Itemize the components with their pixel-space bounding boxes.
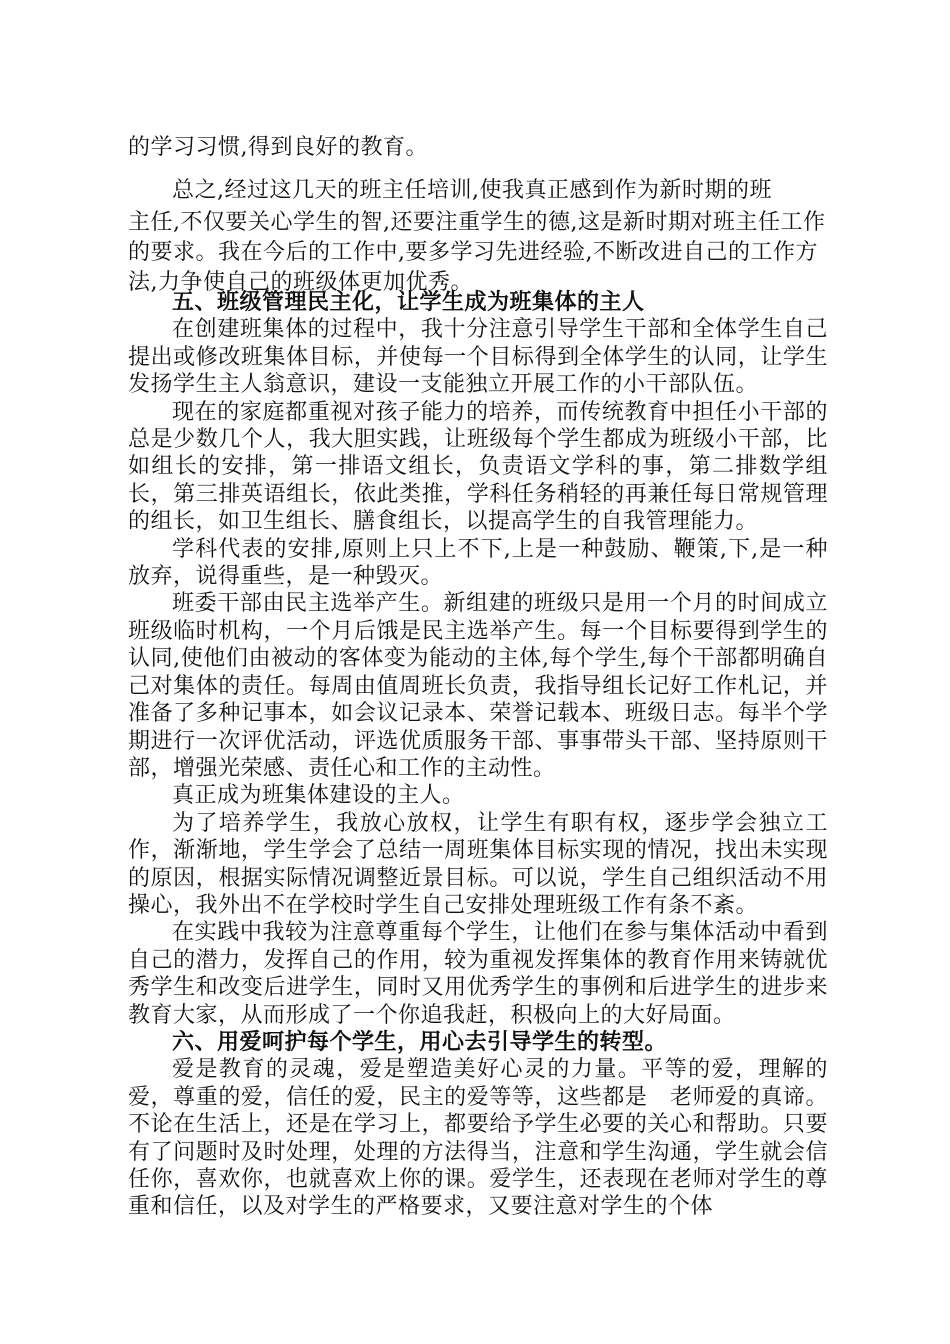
summary-paragraph-rest (128, 208, 828, 298)
summary-paragraph-first-line (128, 176, 828, 206)
paragraph-6: 为了培养学生，我放心放权，让学生有职有权，逐步学会独立工作，渐渐地，学生学会了总结一周班集体目标实现的情况，找出未实现的原因，根据实际情况调整近景目标。可以说，学生自己组织活动不用操心，我外出不在学校时学生自己安排处理班级工作有条不紊。 (128, 810, 828, 918)
paragraph-7: 在实践中我较为注意尊重每个学生，让他们在参与集体活动中看到自己的潜力，发挥自己的作用，较为重视发挥集体的教育作用来铸就优秀学生和改变后进学生，同时又用优秀学生的事例和后进学生的进步来教育大家，从而形成了一个你追我赶，积极向上的大好局面。 (128, 920, 828, 1028)
main-body (128, 289, 828, 1221)
paragraph-4: 班委干部由民主选举产生。新组建的班级只是用一个月的时间成立班级临时机构，一个月后饿是民主选举产生。每一个目标要得到学生的认同,使他们由被动的客体变为能动的主体,每个学生,每个干部都明确自己对集体的责任。每周由值周班长负责，我指导组长记好工作札记，并准备了多种记事本，如会议记录本、荣誉记载本、班级日志。每半个学期进行一次评优活动，评选优质服务干部、事事带头干部、坚持原则干部，增强光荣感、责任心和工作的主动性。 (128, 591, 828, 781)
intro-line: 的学习习惯,得到良好的教育。 (128, 135, 428, 160)
intro-paragraph (128, 133, 828, 163)
summary-first-line: 总之,经过这几天的班主任培训,使我真正感到作为新时期的班 (172, 178, 772, 203)
summary-rest: 主任,不仅要关心学生的智,还要注重学生的德,这是新时期对班主任工作的要求。我在今后的工作中,要多学习先进经验,不断改进自己的工作方法,力争使自己的班级体更加优秀。 (128, 210, 826, 295)
section-6-heading: 六、用爱呵护每个学生，用心去引导学生的转型。 (172, 1028, 668, 1055)
paragraph-8: 爱是教育的灵魂，爱是塑造美好心灵的力量。平等的爱，理解的爱，尊重的爱，信任的爱，民主的爱等等，这些都是 老师爱的真谛。不论在生活上，还是在学习上，都要给予学生必要的关心和帮助。只要有了问题时及时处理，处理的方法得当，注意和学生沟通，学生就会信任你，喜欢你，也就喜欢上你的课。爱学生，还表现在老师对学生的尊重和信任，以及对学生的严格要求，又要注意对学生的个体 (128, 1057, 828, 1220)
paragraph-2: 现在的家庭都重视对孩子能力的培养，而传统教育中担任小干部的总是少数几个人，我大胆实践，让班级每个学生都成为班级小干部，比如组长的安排，第一排语文组长，负责语文学科的事，第二排数学组长，第三排英语组长，依此类推，学科任务稍轻的再兼任每日常规管理的组长，如卫生组长、膳食组长，以提高学生的自我管理能力。 (128, 399, 828, 535)
paragraph-1: 在创建班集体的过程中，我十分注意引导学生干部和全体学生自己提出或修改班集体目标，并使每一个目标得到全体学生的认同，让学生发扬学生主人翁意识，建设一支能独立开展工作的小干部队伍。 (128, 317, 828, 398)
section-5-heading: 五、班级管理民主化，让学生成为班集体的主人 (172, 289, 645, 315)
paragraph-5: 真正成为班集体建设的主人。 (172, 783, 465, 809)
paragraph-3: 学科代表的安排,原则上只上不下,上是一种鼓励、鞭策,下,是一种放弃，说得重些，是一种毁灭。 (128, 536, 828, 590)
